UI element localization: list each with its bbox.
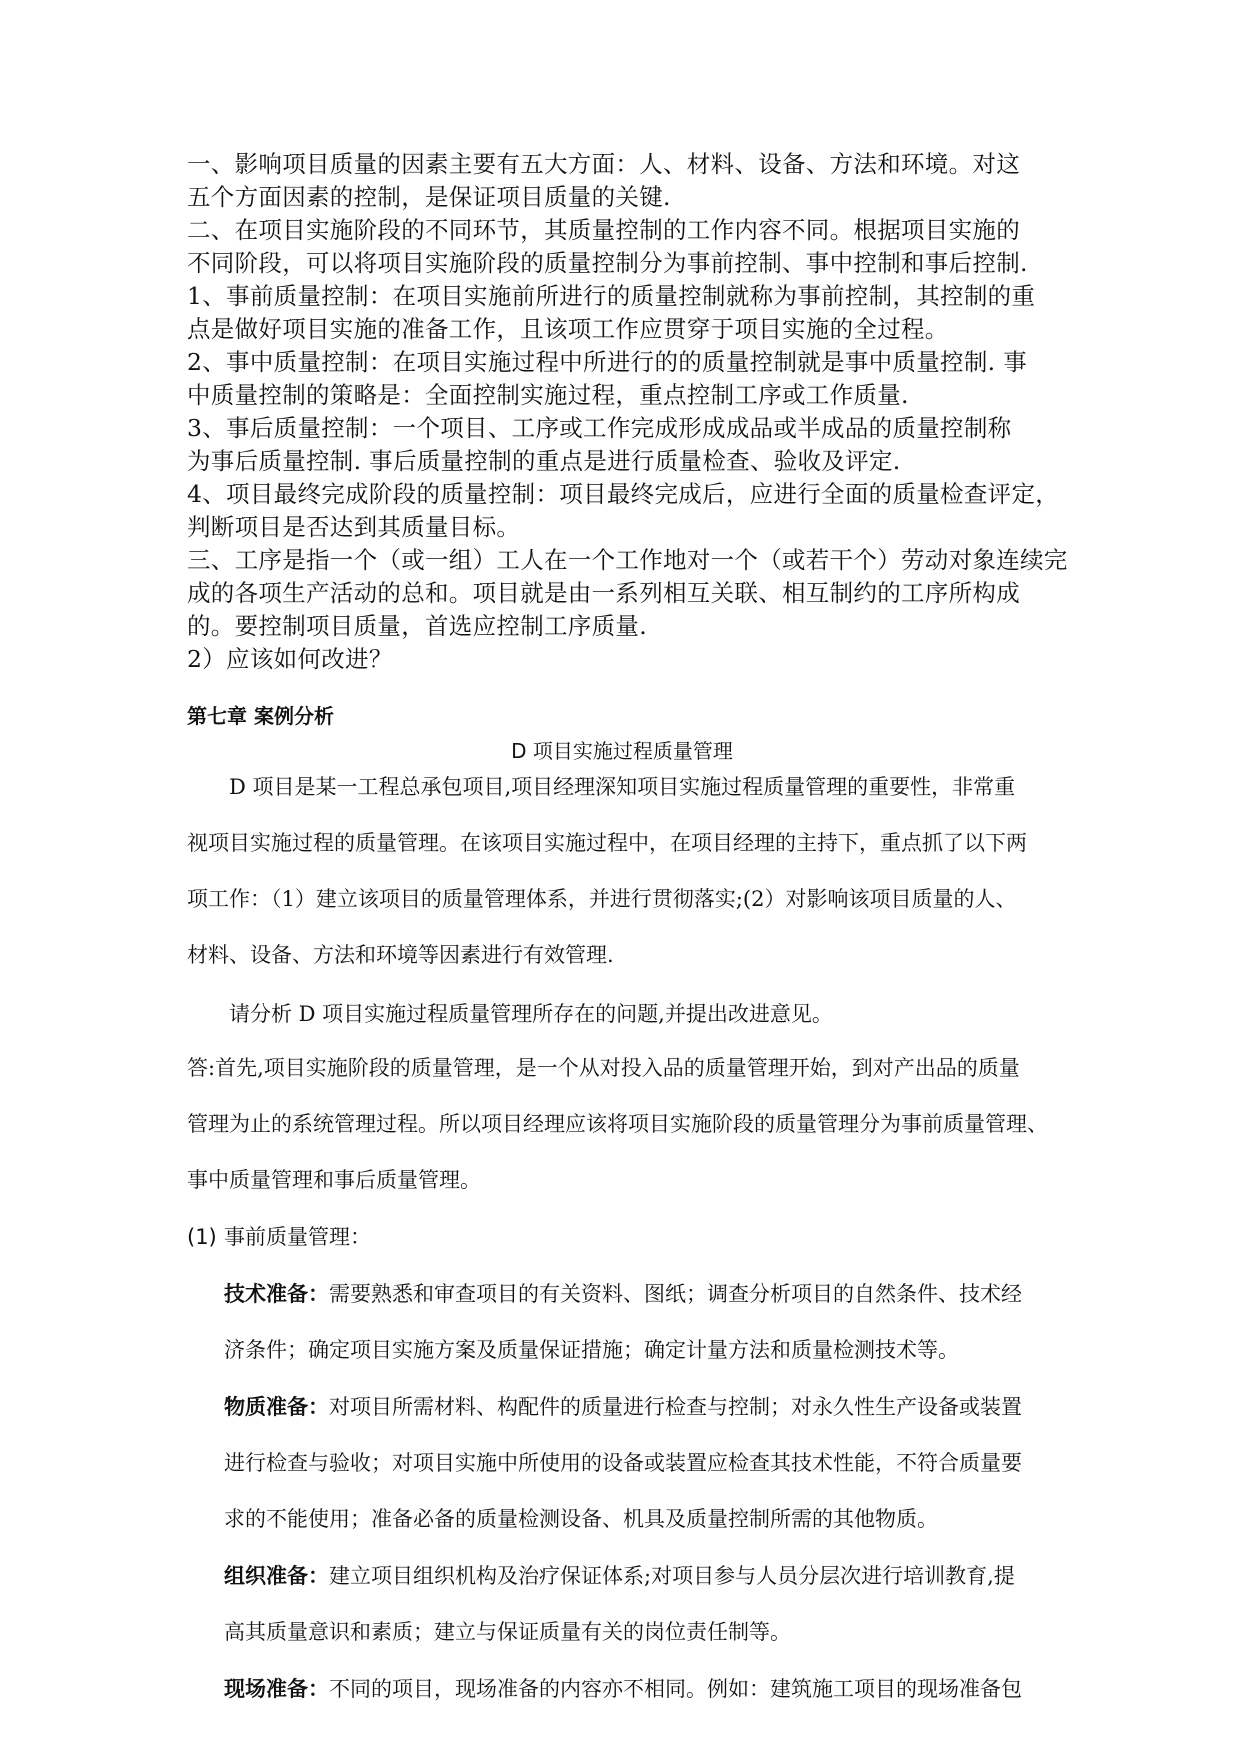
case-title: D 项目实施过程质量管理 bbox=[511, 739, 733, 763]
case-intro-line: 视项目实施过程的质量管理。在该项目实施过程中，在项目经理的主持下，重点抓了以下两 bbox=[187, 831, 1027, 855]
quality-control-notes bbox=[187, 148, 1068, 676]
text-line: 中质量控制的策略是：全面控制实施过程，重点控制工序或工作质量. bbox=[187, 381, 909, 409]
answer-line: 事中质量管理和事后质量管理。 bbox=[187, 1168, 481, 1192]
material-prep-text: 对项目所需材料、构配件的质量进行检查与控制；对永久性生产设备或装置 bbox=[329, 1395, 1022, 1419]
case-intro-line: D 项目是某一工程总承包项目,项目经理深知项目实施过程质量管理的重要性，非常重 bbox=[229, 775, 1016, 799]
text-line: 不同阶段，可以将项目实施阶段的质量控制分为事前控制、事中控制和事后控制. bbox=[187, 249, 1028, 277]
text-line: 点是做好项目实施的准备工作，且该项工作应贯穿于项目实施的全过程。 bbox=[187, 315, 949, 343]
site-prep-line bbox=[224, 1675, 1022, 1703]
text-line: 2）应该如何改进？ bbox=[187, 645, 393, 673]
org-prep-label: 组织准备： bbox=[224, 1563, 329, 1588]
material-prep-line bbox=[224, 1393, 1022, 1421]
tech-prep-line bbox=[224, 1280, 1022, 1308]
case-intro-line: 材料、设备、方法和环境等因素进行有效管理. bbox=[187, 943, 614, 967]
text-line: 3、事后质量控制：一个项目、工序或工作完成形成成品或半成品的质量控制称 bbox=[187, 414, 1012, 442]
text-line: 1、事前质量控制：在项目实施前所进行的质量控制就称为事前控制，其控制的重 bbox=[187, 282, 1036, 310]
site-prep-label: 现场准备： bbox=[224, 1676, 329, 1701]
tech-prep-label: 技术准备： bbox=[224, 1281, 329, 1306]
case-intro-line: 项工作：（1）建立该项目的质量管理体系，并进行贯彻落实;(2）对影响该项目质量的人、 bbox=[187, 887, 1017, 911]
list-marker: (1) bbox=[187, 1225, 217, 1249]
tech-prep-line: 济条件；确定项目实施方案及质量保证措施；确定计量方法和质量检测技术等。 bbox=[224, 1338, 959, 1362]
text-line: 2、事中质量控制：在项目实施过程中所进行的的质量控制就是事中质量控制. 事 bbox=[187, 348, 1027, 376]
org-prep-line: 高其质量意识和素质；建立与保证质量有关的岗位责任制等。 bbox=[224, 1620, 791, 1644]
tech-prep-text: 需要熟悉和审查项目的有关资料、图纸；调查分析项目的自然条件、技术经 bbox=[329, 1282, 1022, 1306]
text-line: 为事后质量控制. 事后质量控制的重点是进行质量检查、验收及评定. bbox=[187, 447, 901, 475]
list-item-heading: 事前质量管理： bbox=[224, 1225, 371, 1249]
text-line: 一、影响项目质量的因素主要有五大方面：人、材料、设备、方法和环境。对这 bbox=[187, 150, 1020, 178]
text-line: 成的各项生产活动的总和。项目就是由一系列相互关联、相互制约的工序所构成 bbox=[187, 579, 1020, 607]
org-prep-text: 建立项目组织机构及治疗保证体系;对项目参与人员分层次进行培训教育,提 bbox=[329, 1564, 1015, 1588]
text-line: 的。要控制项目质量，首选应控制工序质量. bbox=[187, 612, 647, 640]
chapter-heading: 第七章 案例分析 bbox=[187, 704, 334, 728]
answer-line: 管理为止的系统管理过程。所以项目经理应该将项目实施阶段的质量管理分为事前质量管理、 bbox=[187, 1112, 1048, 1136]
material-prep-line: 进行检查与验收；对项目实施中所使用的设备或装置应检查其技术性能，不符合质量要 bbox=[224, 1451, 1022, 1475]
org-prep-line bbox=[224, 1562, 1015, 1590]
text-line: 4、项目最终完成阶段的质量控制：项目最终完成后，应进行全面的质量检查评定， bbox=[187, 480, 1060, 508]
material-prep-line: 求的不能使用；准备必备的质量检测设备、机具及质量控制所需的其他物质。 bbox=[224, 1507, 938, 1531]
material-prep-label: 物质准备： bbox=[224, 1394, 329, 1419]
question-text: 请分析 D 项目实施过程质量管理所存在的问题,并提出改进意见。 bbox=[229, 1002, 833, 1026]
text-line: 二、在项目实施阶段的不同环节，其质量控制的工作内容不同。根据项目实施的 bbox=[187, 216, 1020, 244]
site-prep-text: 不同的项目，现场准备的内容亦不相同。例如：建筑施工项目的现场准备包 bbox=[329, 1677, 1022, 1701]
text-line: 五个方面因素的控制，是保证项目质量的关键. bbox=[187, 183, 671, 211]
text-line: 三、工序是指一个（或一组）工人在一个工作地对一个（或若干个）劳动对象连续完 bbox=[187, 546, 1068, 574]
answer-line: 答:首先,项目实施阶段的质量管理，是一个从对投入品的质量管理开始，到对产出品的质量 bbox=[187, 1056, 1020, 1080]
text-line: 判断项目是否达到其质量目标。 bbox=[187, 513, 521, 541]
